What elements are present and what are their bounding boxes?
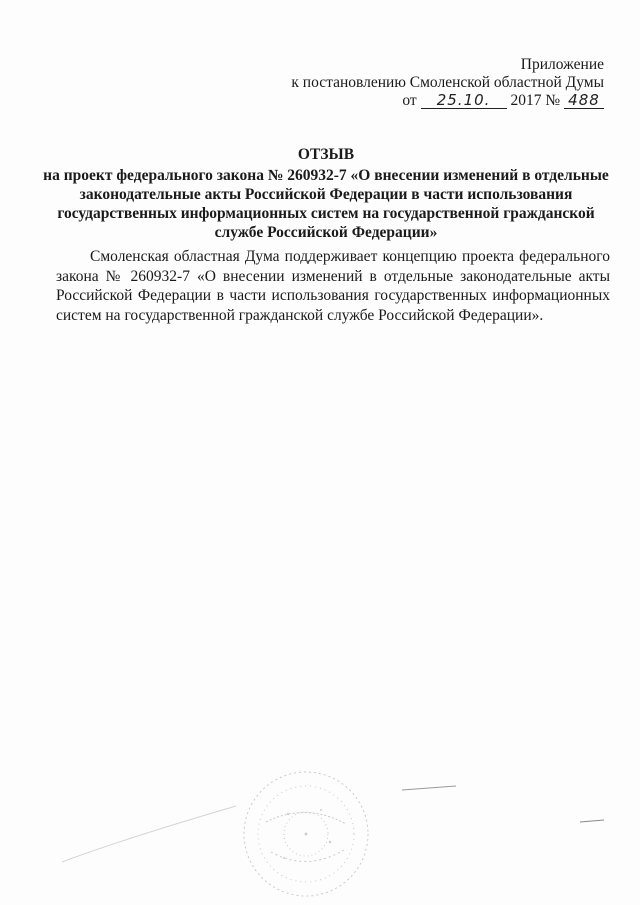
handwritten-date: 25.10. (421, 92, 507, 109)
faded-seal-stamp (226, 762, 386, 902)
margin-mark-bottom-right (578, 816, 608, 828)
appendix-header (291, 56, 604, 110)
title-subtitle: на проект федерального закона № 260932-7 «О внесении изменений в отдельные законодательные акты Российской Федерации в части использования государственных информационных систем на государственной гражданской службе Российской Федерации» (43, 167, 609, 241)
body-paragraph: Смоленская областная Дума поддерживает концепцию проекта федерального закона № 260932-7 «О внесении изменений в отдельные законодательные акты Российской Федерации в части использования государственных информационных систем на государственной гражданской службе Российской Федерации». (56, 248, 610, 324)
margin-scratch-left (60, 800, 240, 870)
year-number-label: 2017 № (510, 92, 561, 109)
appendix-dateline (291, 92, 604, 110)
date-prefix: от (402, 92, 417, 109)
handwritten-number: 488 (564, 92, 604, 109)
title-heading: ОТЗЫВ (297, 146, 355, 163)
appendix-label: Приложение (520, 56, 604, 73)
appendix-resolution-ref: к постановлению Смоленской областной Думы (291, 74, 604, 91)
document-title (40, 145, 612, 242)
margin-scratch-right (400, 778, 460, 798)
